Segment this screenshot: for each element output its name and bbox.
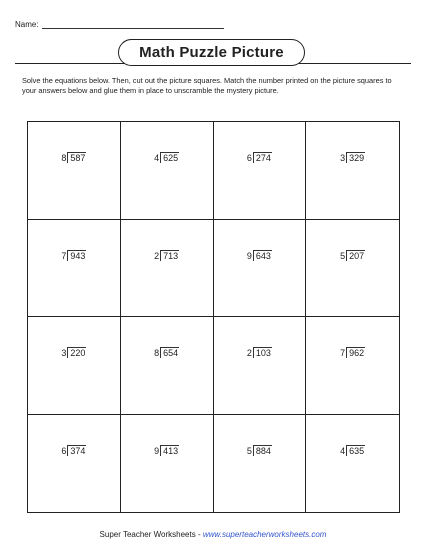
dividend: 884 (253, 445, 272, 456)
divisor: 5 (340, 250, 346, 261)
division-problem (28, 347, 120, 358)
division-problem (306, 250, 399, 261)
puzzle-cell (28, 317, 121, 415)
instructions: Solve the equations below. Then, cut out the picture squares. Match the number printed on the picture squares to your answers below and glue them in place to unscramble the mystery picture. (22, 76, 392, 95)
dividend: 654 (160, 347, 179, 358)
puzzle-cell (121, 317, 214, 415)
division-problem (121, 445, 213, 456)
divisor: 3 (61, 348, 67, 358)
puzzle-cell (121, 415, 214, 513)
divisor: 5 (246, 445, 252, 456)
puzzle-grid (27, 121, 400, 513)
division-problem (121, 152, 213, 163)
puzzle-cell (214, 122, 307, 220)
page-title: Math Puzzle Picture (118, 39, 305, 66)
puzzle-cell (214, 317, 307, 415)
divisor: 4 (340, 445, 346, 456)
dividend: 943 (67, 250, 86, 261)
dividend: 413 (160, 445, 179, 456)
division-problem (214, 347, 306, 358)
puzzle-cell (214, 220, 307, 318)
dividend: 625 (160, 152, 179, 163)
puzzle-cell (306, 317, 399, 415)
divisor: 2 (154, 250, 160, 261)
divisor: 3 (340, 153, 346, 163)
division-problem (28, 152, 120, 163)
divisor: 7 (61, 250, 67, 261)
dividend: 207 (346, 250, 365, 261)
divisor: 8 (61, 153, 67, 163)
divisor: 9 (154, 445, 160, 456)
divisor: 8 (154, 348, 160, 358)
division-problem (306, 445, 399, 456)
puzzle-cell (28, 415, 121, 513)
division-problem (214, 250, 306, 261)
divisor: 7 (340, 348, 346, 358)
divisor: 2 (246, 348, 252, 358)
dividend: 643 (253, 250, 272, 261)
name-row (15, 20, 224, 29)
puzzle-cell (306, 122, 399, 220)
divisor: 6 (61, 445, 67, 456)
dividend: 374 (67, 445, 86, 456)
puzzle-cell (306, 220, 399, 318)
division-problem (121, 347, 213, 358)
dividend: 103 (253, 347, 272, 358)
division-problem (306, 152, 399, 163)
dividend: 713 (160, 250, 179, 261)
dividend: 635 (346, 445, 365, 456)
division-problem (214, 152, 306, 163)
puzzle-cell (214, 415, 307, 513)
puzzle-cell (121, 220, 214, 318)
dividend: 962 (346, 347, 365, 358)
division-problem (214, 445, 306, 456)
division-problem (28, 250, 120, 261)
dividend: 220 (67, 347, 86, 358)
dividend: 587 (67, 152, 86, 163)
dividend: 329 (346, 152, 365, 163)
footer (0, 530, 426, 539)
puzzle-cell (306, 415, 399, 513)
name-label: Name: (15, 20, 39, 29)
puzzle-cell (28, 220, 121, 318)
division-problem (121, 250, 213, 261)
divisor: 4 (154, 153, 160, 163)
puzzle-cell (121, 122, 214, 220)
footer-brand: Super Teacher Worksheets (99, 530, 196, 539)
puzzle-cell (28, 122, 121, 220)
footer-separator: - (195, 530, 203, 539)
footer-url[interactable]: www.superteacherworksheets.com (202, 530, 327, 539)
dividend: 274 (253, 152, 272, 163)
name-line[interactable] (42, 20, 224, 29)
division-problem (28, 445, 120, 456)
divisor: 6 (246, 153, 252, 163)
divisor: 9 (246, 250, 252, 261)
division-problem (306, 347, 399, 358)
